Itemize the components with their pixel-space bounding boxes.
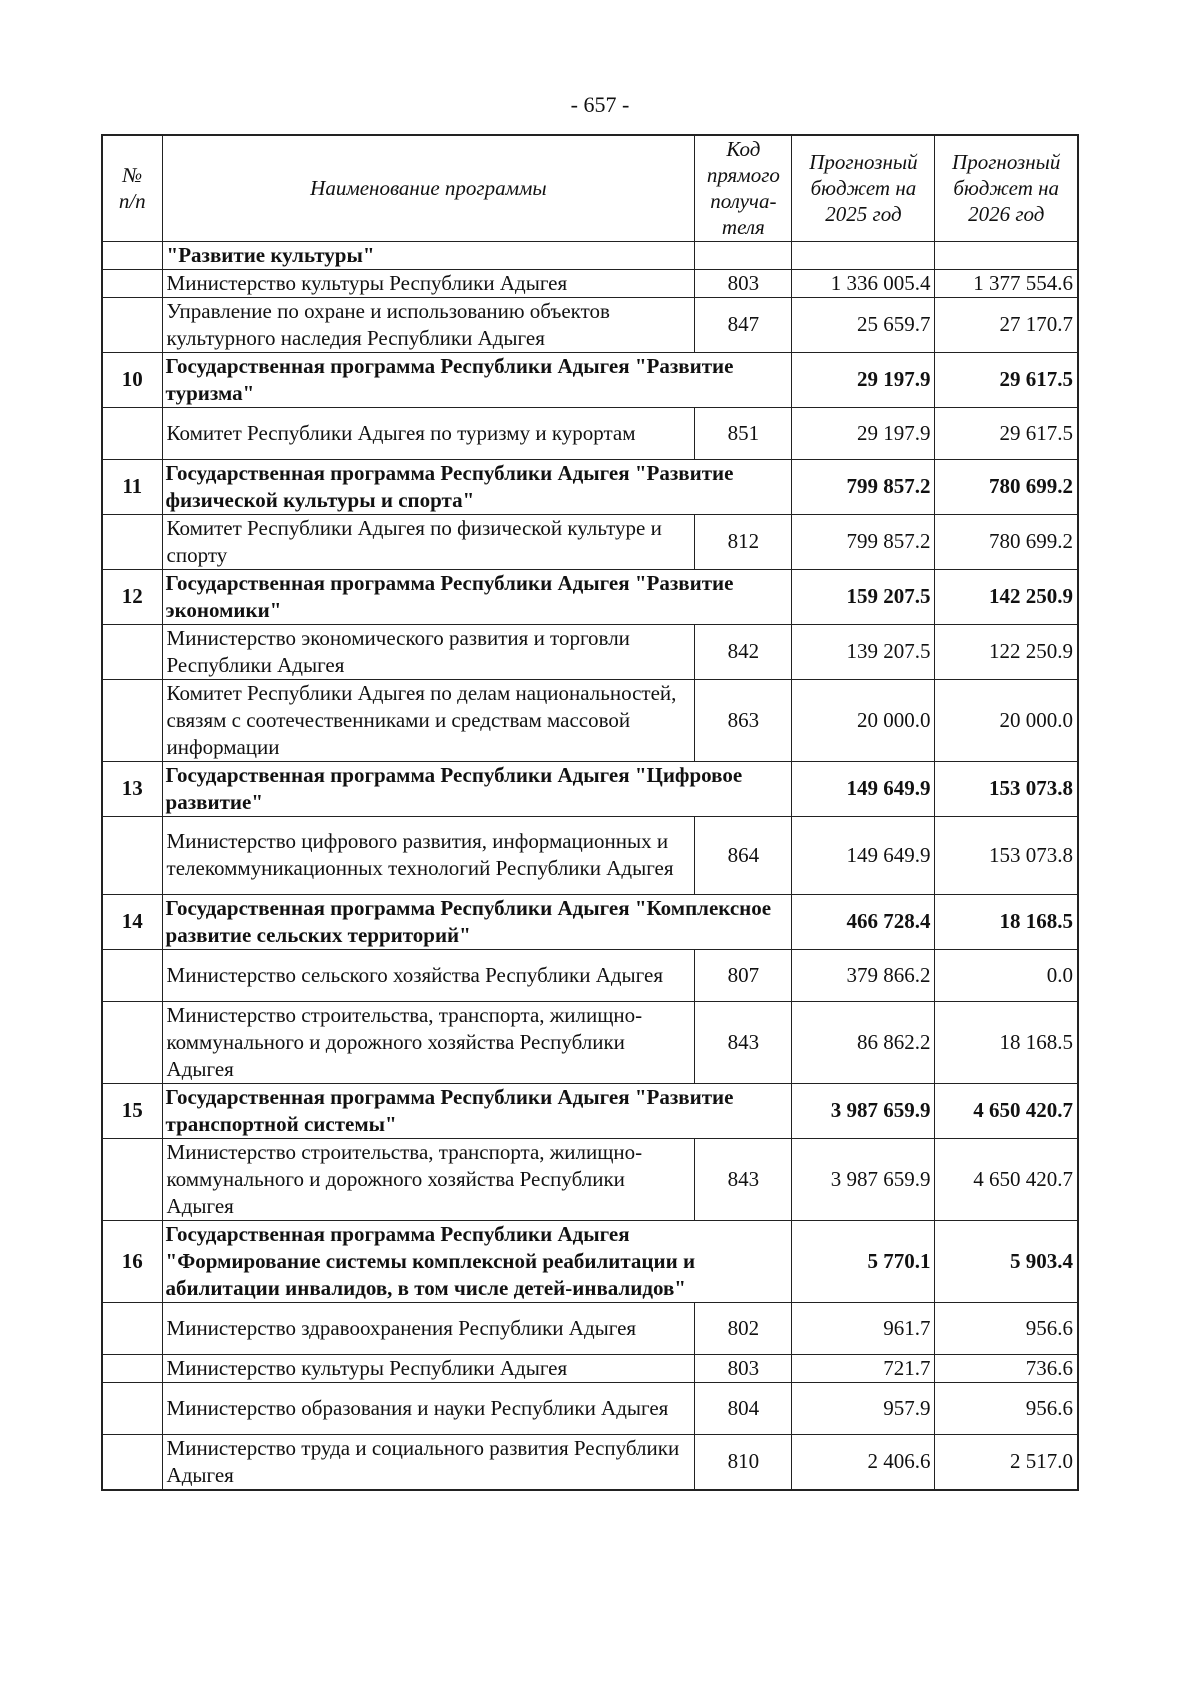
program-name: Государственная программа Республики Адыгея "Цифровое развитие" — [162, 761, 792, 816]
table-header-row — [102, 135, 1078, 241]
budget-2026: 153 073.8 — [935, 761, 1078, 816]
budget-2026: 18 168.5 — [935, 894, 1078, 949]
recipient-code: 803 — [695, 1354, 792, 1382]
program-name: Министерство культуры Республики Адыгея — [162, 269, 695, 297]
program-name: Государственная программа Республики Адыгея "Комплексное развитие сельских территорий" — [162, 894, 792, 949]
program-name: Министерство образования и науки Республики Адыгея — [162, 1382, 695, 1434]
header-name: Наименование программы — [162, 135, 695, 241]
budget-2026: 29 617.5 — [935, 352, 1078, 407]
program-name: Государственная программа Республики Адыгея "Развитие физической культуры и спорта" — [162, 459, 792, 514]
budget-2025: 721.7 — [792, 1354, 935, 1382]
row-number: 10 — [102, 352, 162, 407]
recipient-code: 847 — [695, 297, 792, 352]
program-row — [102, 459, 1078, 514]
budget-2026: 780 699.2 — [935, 514, 1078, 569]
budget-2025: 379 866.2 — [792, 949, 935, 1001]
page-number: - 657 - — [570, 92, 630, 117]
program-name: Государственная программа Республики Адыгея "Развитие экономики" — [162, 569, 792, 624]
row-number — [102, 679, 162, 761]
program-name: Комитет Республики Адыгея по физической культуре и спорту — [162, 514, 695, 569]
recipient-code: 864 — [695, 816, 792, 894]
program-row — [102, 894, 1078, 949]
recipient-row — [102, 949, 1078, 1001]
row-number — [102, 1302, 162, 1354]
budget-2026: 4 650 420.7 — [935, 1083, 1078, 1138]
recipient-row — [102, 1001, 1078, 1083]
budget-2026: 20 000.0 — [935, 679, 1078, 761]
budget-2025: 29 197.9 — [792, 407, 935, 459]
header-num: № п/п — [102, 135, 162, 241]
budget-2025: 86 862.2 — [792, 1001, 935, 1083]
recipient-code: 843 — [695, 1138, 792, 1220]
recipient-code: 842 — [695, 624, 792, 679]
row-number — [102, 297, 162, 352]
recipient-row — [102, 816, 1078, 894]
program-name: Министерство строительства, транспорта, жилищно-коммунального и дорожного хозяйства Республики Адыгея — [162, 1138, 695, 1220]
recipient-code: 851 — [695, 407, 792, 459]
program-name: Государственная программа Республики Адыгея "Развитие транспортной системы" — [162, 1083, 792, 1138]
budget-table — [101, 134, 1079, 1491]
header-2026: Прогнозный бюджет на 2026 год — [935, 135, 1078, 241]
budget-2026: 4 650 420.7 — [935, 1138, 1078, 1220]
budget-2026: 122 250.9 — [935, 624, 1078, 679]
row-number — [102, 1382, 162, 1434]
recipient-row — [102, 407, 1078, 459]
row-number: 13 — [102, 761, 162, 816]
budget-2026: 0.0 — [935, 949, 1078, 1001]
budget-2026 — [935, 241, 1078, 269]
recipient-code: 807 — [695, 949, 792, 1001]
budget-2025 — [792, 241, 935, 269]
recipient-row — [102, 624, 1078, 679]
row-number — [102, 1434, 162, 1490]
budget-2025: 149 649.9 — [792, 816, 935, 894]
budget-2025: 466 728.4 — [792, 894, 935, 949]
budget-2026: 29 617.5 — [935, 407, 1078, 459]
program-name: Министерство культуры Республики Адыгея — [162, 1354, 695, 1382]
budget-2026: 5 903.4 — [935, 1220, 1078, 1302]
row-number — [102, 624, 162, 679]
budget-2025: 799 857.2 — [792, 459, 935, 514]
program-row — [102, 761, 1078, 816]
program-name: Министерство здравоохранения Республики Адыгея — [162, 1302, 695, 1354]
program-row — [102, 569, 1078, 624]
row-number — [102, 1001, 162, 1083]
budget-2025: 3 987 659.9 — [792, 1138, 935, 1220]
program-name: Комитет Республики Адыгея по делам национальностей, связям с соотечественниками и средствам массовой информации — [162, 679, 695, 761]
budget-2025: 961.7 — [792, 1302, 935, 1354]
budget-2026: 27 170.7 — [935, 297, 1078, 352]
header-2025: Прогнозный бюджет на 2025 год — [792, 135, 935, 241]
budget-2026: 736.6 — [935, 1354, 1078, 1382]
row-number — [102, 241, 162, 269]
recipient-row — [102, 1434, 1078, 1490]
program-row — [102, 1083, 1078, 1138]
recipient-code — [695, 241, 792, 269]
budget-2025: 2 406.6 — [792, 1434, 935, 1490]
row-number: 12 — [102, 569, 162, 624]
row-number — [102, 949, 162, 1001]
budget-2026: 1 377 554.6 — [935, 269, 1078, 297]
budget-2025: 799 857.2 — [792, 514, 935, 569]
program-row — [102, 1220, 1078, 1302]
budget-2025: 149 649.9 — [792, 761, 935, 816]
program-name: "Развитие культуры" — [162, 241, 695, 269]
budget-2025: 20 000.0 — [792, 679, 935, 761]
row-number: 16 — [102, 1220, 162, 1302]
budget-2026: 956.6 — [935, 1382, 1078, 1434]
budget-2025: 957.9 — [792, 1382, 935, 1434]
recipient-code: 843 — [695, 1001, 792, 1083]
row-number: 15 — [102, 1083, 162, 1138]
recipient-code: 863 — [695, 679, 792, 761]
row-number — [102, 1354, 162, 1382]
budget-2025: 139 207.5 — [792, 624, 935, 679]
recipient-code: 810 — [695, 1434, 792, 1490]
budget-2025: 25 659.7 — [792, 297, 935, 352]
row-number — [102, 269, 162, 297]
program-name: Государственная программа Республики Адыгея "Формирование системы комплексной реабилитации и абилитации инвалидов, в том числе детей-инвалидов" — [162, 1220, 792, 1302]
recipient-code: 804 — [695, 1382, 792, 1434]
recipient-row — [102, 1382, 1078, 1434]
budget-2025: 159 207.5 — [792, 569, 935, 624]
recipient-code: 803 — [695, 269, 792, 297]
budget-2026: 780 699.2 — [935, 459, 1078, 514]
program-row — [102, 352, 1078, 407]
program-name: Министерство сельского хозяйства Республики Адыгея — [162, 949, 695, 1001]
recipient-row — [102, 679, 1078, 761]
recipient-code: 812 — [695, 514, 792, 569]
table-body — [102, 241, 1078, 1490]
budget-2026: 18 168.5 — [935, 1001, 1078, 1083]
recipient-code: 802 — [695, 1302, 792, 1354]
budget-2026: 153 073.8 — [935, 816, 1078, 894]
recipient-row — [102, 1302, 1078, 1354]
budget-2025: 3 987 659.9 — [792, 1083, 935, 1138]
program-name: Министерство строительства, транспорта, жилищно-коммунального и дорожного хозяйства Республики Адыгея — [162, 1001, 695, 1083]
recipient-row — [102, 514, 1078, 569]
recipient-row — [102, 297, 1078, 352]
header-code: Код прямого получа- теля — [695, 135, 792, 241]
row-number — [102, 1138, 162, 1220]
program-name: Управление по охране и использованию объектов культурного наследия Республики Адыгея — [162, 297, 695, 352]
program-name: Государственная программа Республики Адыгея "Развитие туризма" — [162, 352, 792, 407]
program-name: Министерство цифрового развития, информационных и телекоммуникационных технологий Республики Адыгея — [162, 816, 695, 894]
recipient-row — [102, 269, 1078, 297]
recipient-row — [102, 1354, 1078, 1382]
row-number — [102, 816, 162, 894]
budget-2026: 2 517.0 — [935, 1434, 1078, 1490]
row-number — [102, 407, 162, 459]
row-number — [102, 514, 162, 569]
budget-2026: 956.6 — [935, 1302, 1078, 1354]
row-number: 11 — [102, 459, 162, 514]
budget-2025: 5 770.1 — [792, 1220, 935, 1302]
budget-2025: 29 197.9 — [792, 352, 935, 407]
budget-2025: 1 336 005.4 — [792, 269, 935, 297]
program-name: Министерство труда и социального развития Республики Адыгея — [162, 1434, 695, 1490]
program-continuation-row — [102, 241, 1078, 269]
row-number: 14 — [102, 894, 162, 949]
recipient-row — [102, 1138, 1078, 1220]
program-name: Министерство экономического развития и торговли Республики Адыгея — [162, 624, 695, 679]
budget-2026: 142 250.9 — [935, 569, 1078, 624]
program-name: Комитет Республики Адыгея по туризму и курортам — [162, 407, 695, 459]
